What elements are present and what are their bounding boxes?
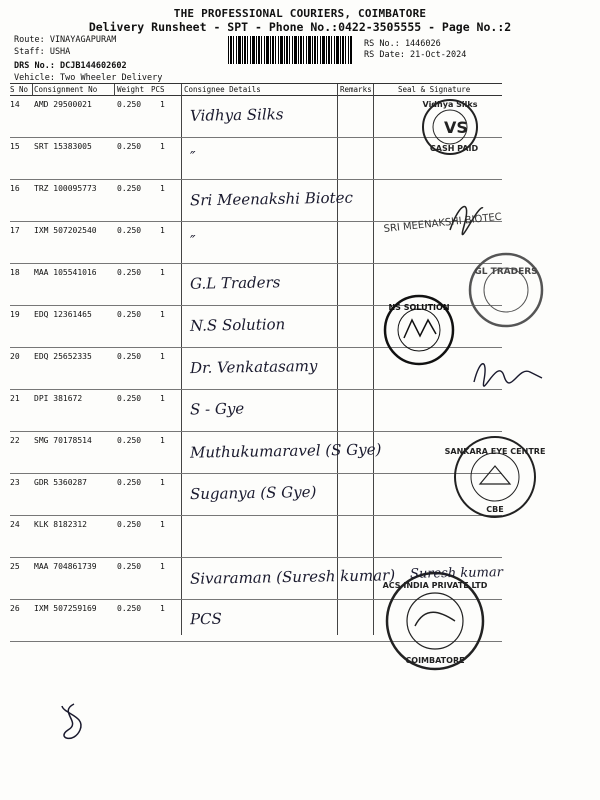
col-seal: Seal & Signature [398,85,471,94]
meenakshi-biotec-stamp [380,196,580,236]
row-sno: 17 [10,226,20,235]
handwritten-consignee: S - Gye [189,399,245,419]
handwritten-consignee: PCS [189,609,223,629]
gl-stamp-text: GL TRADERS [474,267,538,277]
route-label: Route: VINAYAGAPURAM [14,35,117,45]
row-pcs: 1 [160,478,165,487]
row-weight: 0.250 [117,520,142,529]
table-header [10,85,502,95]
row-sno: 21 [10,394,20,403]
col-divider [32,84,33,96]
suresh-signature: Suresh kumar [409,565,504,582]
rs-date: RS Date: 21-Oct-2024 [364,50,467,60]
row-sno: 22 [10,436,20,445]
row-weight: 0.250 [117,562,142,571]
row-weight: 0.250 [117,604,142,613]
row-pcs: 1 [160,310,165,319]
barcode [228,36,352,64]
row-consignment: TRZ 100095773 [34,184,97,193]
acs-stamp-city: COIMBATORE [405,656,465,665]
row-pcs: 1 [160,352,165,361]
row-consignment: EDQ 25652335 [34,352,92,361]
row-sno: 19 [10,310,20,319]
acs-india-stamp [380,566,490,676]
sankara-stamp-text: SANKARA EYE CENTRE [444,447,546,456]
row-sno: 18 [10,268,20,277]
handwritten-consignee: Vidhya Silks [189,105,284,125]
row-sno: 25 [10,562,20,571]
vidhya-stamp-bottom: CASH PAID [429,144,479,153]
meenakshi-stamp-text: SRI MEENAKSHI BIOTEC [383,211,503,235]
col-divider [114,84,115,96]
row-pcs: 1 [160,142,165,151]
row-consignment: KLK 8182312 [34,520,87,529]
row-pcs: 1 [160,436,165,445]
row-weight: 0.250 [117,226,142,235]
row-weight: 0.250 [117,310,142,319]
row-pcs: 1 [160,394,165,403]
row-consignment: GDR 5360287 [34,478,87,487]
staff-label: Staff: USHA [14,47,71,57]
row-pcs: 1 [160,604,165,613]
row-pcs: 1 [160,184,165,193]
runsheet-subtitle: Delivery Runsheet - SPT - Phone No.:0422-3505555 - Page No.:2 [88,20,512,34]
row-weight: 0.250 [117,394,142,403]
row-weight: 0.250 [117,184,142,193]
row-sno: 26 [10,604,20,613]
row-weight: 0.250 [117,436,142,445]
sankara-stamp-city: CBE [486,505,504,514]
row-sno: 24 [10,520,20,529]
row20-signature [470,352,550,392]
row-consignment: MAA 105541016 [34,268,97,277]
col-pcs: PCS [151,85,165,94]
table-row [10,390,502,432]
row-consignment: MAA 704861739 [34,562,97,571]
row-consignment: IXM 507202540 [34,226,97,235]
rs-number: RS No.: 1446026 [364,39,441,49]
sankara-eye-centre-stamp [444,432,546,522]
row-sno: 16 [10,184,20,193]
row-pcs: 1 [160,562,165,571]
row-sno: 14 [10,100,20,109]
col-sno: S No [10,85,29,94]
col-remarks: Remarks [340,85,372,94]
gl-traders-stamp [466,250,546,330]
vehicle-label: Vehicle: Two Wheeler Delivery [14,73,163,83]
vidhya-silks-stamp [408,95,500,157]
row-weight: 0.250 [117,352,142,361]
svg-text:VS: VS [444,118,468,137]
row-weight: 0.250 [117,142,142,151]
row-consignment: IXM 507259169 [34,604,97,613]
table-row [10,432,502,474]
ns-stamp-text: NS SOLUTION [388,303,450,312]
handwritten-consignee: Sri Meenakshi Biotec [189,188,354,210]
row-consignment: DPI 381672 [34,394,83,403]
row-sno: 20 [10,352,20,361]
acs-stamp-text: ACS INDIA PRIVATE LTD [382,581,488,590]
row-pcs: 1 [160,268,165,277]
row-pcs: 1 [160,520,165,529]
row-weight: 0.250 [117,478,142,487]
row-pcs: 1 [160,226,165,235]
handwritten-consignee: ″ [189,231,196,251]
footer-signature [52,700,92,746]
row-consignment: SRT 15383005 [34,142,92,151]
row-weight: 0.250 [117,268,142,277]
handwritten-consignee: Sivaraman (Suresh kumar) [189,566,396,588]
handwritten-consignee: Muthukumaravel (S Gye) [189,440,382,462]
handwritten-consignee: G.L Traders [189,273,281,293]
col-consignee: Consignee Details [184,85,261,94]
row-weight: 0.250 [117,100,142,109]
vidhya-stamp-top: Vidhya Silks [422,100,478,109]
table-top-border [10,83,502,84]
handwritten-consignee: N.S Solution [189,315,286,335]
row-pcs: 1 [160,100,165,109]
page-title: THE PROFESSIONAL COURIERS, COIMBATORE [173,7,427,20]
handwritten-consignee: ″ [189,147,196,167]
row-sno: 15 [10,142,20,151]
row-consignment: SMG 70178514 [34,436,92,445]
row-consignment: AMD 29500021 [34,100,92,109]
row-sno: 23 [10,478,20,487]
handwritten-consignee: Suganya (S Gye) [189,482,317,504]
ns-solution-stamp [374,290,464,370]
handwritten-consignee: Dr. Venkatasamy [189,356,318,378]
row-consignment: EDQ 12361465 [34,310,92,319]
col-consignment: Consignment No [34,85,98,94]
drs-number: DRS No.: DCJB144602602 [14,61,127,71]
table-row [10,516,502,558]
col-weight: Weight [117,85,145,94]
table-row [10,474,502,516]
